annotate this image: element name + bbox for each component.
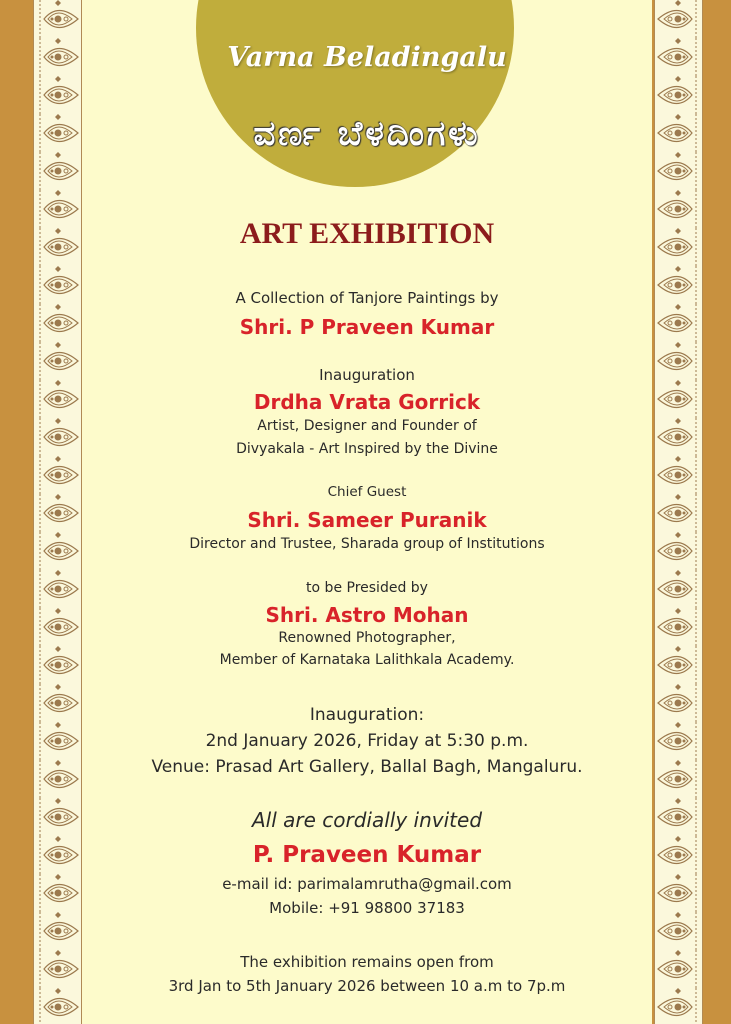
inaugurator-desc-line1: Artist, Designer and Founder of xyxy=(257,418,477,434)
title-circle xyxy=(196,0,514,187)
invitation-text: All are cordially invited xyxy=(251,808,483,832)
open-hours-line2: 3rd Jan to 5th January 2026 between 10 a.m to 7p.m xyxy=(168,977,566,995)
inauguration-label: Inauguration xyxy=(319,366,415,384)
title-kannada: ವರ್ಣ ಬೆಳದಿಂಗಳು xyxy=(253,114,481,154)
open-hours-line1: The exhibition remains open from xyxy=(240,953,494,971)
chief-guest-desc: Director and Trustee, Sharada group of Institutions xyxy=(189,536,545,552)
ornament-pattern-right xyxy=(655,0,702,1024)
artist-name: Shri. P Praveen Kumar xyxy=(239,315,495,339)
collection-intro: A Collection of Tanjore Paintings by xyxy=(235,289,499,307)
outer-border-right xyxy=(703,0,731,1024)
ornamental-border-right xyxy=(654,0,703,1024)
host-name: P. Praveen Kumar xyxy=(252,842,482,868)
event-heading: ART EXHIBITION xyxy=(239,217,495,250)
chief-guest-name: Shri. Sameer Puranik xyxy=(247,508,487,532)
presided-label: to be Presided by xyxy=(306,580,428,596)
inaugurator-desc-line2: Divyakala - Art Inspired by the Divine xyxy=(236,441,498,457)
title-english: Varna Beladingalu xyxy=(227,42,507,73)
ornament-pattern-left xyxy=(34,0,81,1024)
presider-desc-line1: Renowned Photographer, xyxy=(278,630,456,646)
schedule-label: Inauguration: xyxy=(309,705,425,725)
presider-desc-line2: Member of Karnataka Lalithkala Academy. xyxy=(219,652,515,668)
chief-guest-label: Chief Guest xyxy=(327,484,407,500)
ornamental-border-left xyxy=(33,0,82,1024)
schedule-date-time: 2nd January 2026, Friday at 5:30 p.m. xyxy=(205,731,529,751)
inaugurator-name: Drdha Vrata Gorrick xyxy=(253,390,481,414)
presider-name: Shri. Astro Mohan xyxy=(265,603,469,627)
contact-mobile: Mobile: +91 98800 37183 xyxy=(269,899,465,917)
schedule-venue: Venue: Prasad Art Gallery, Ballal Bagh, Mangaluru. xyxy=(151,757,583,777)
contact-email: e-mail id: parimalamrutha@gmail.com xyxy=(222,875,512,893)
outer-border-left xyxy=(0,0,33,1024)
content-panel xyxy=(82,0,652,1024)
